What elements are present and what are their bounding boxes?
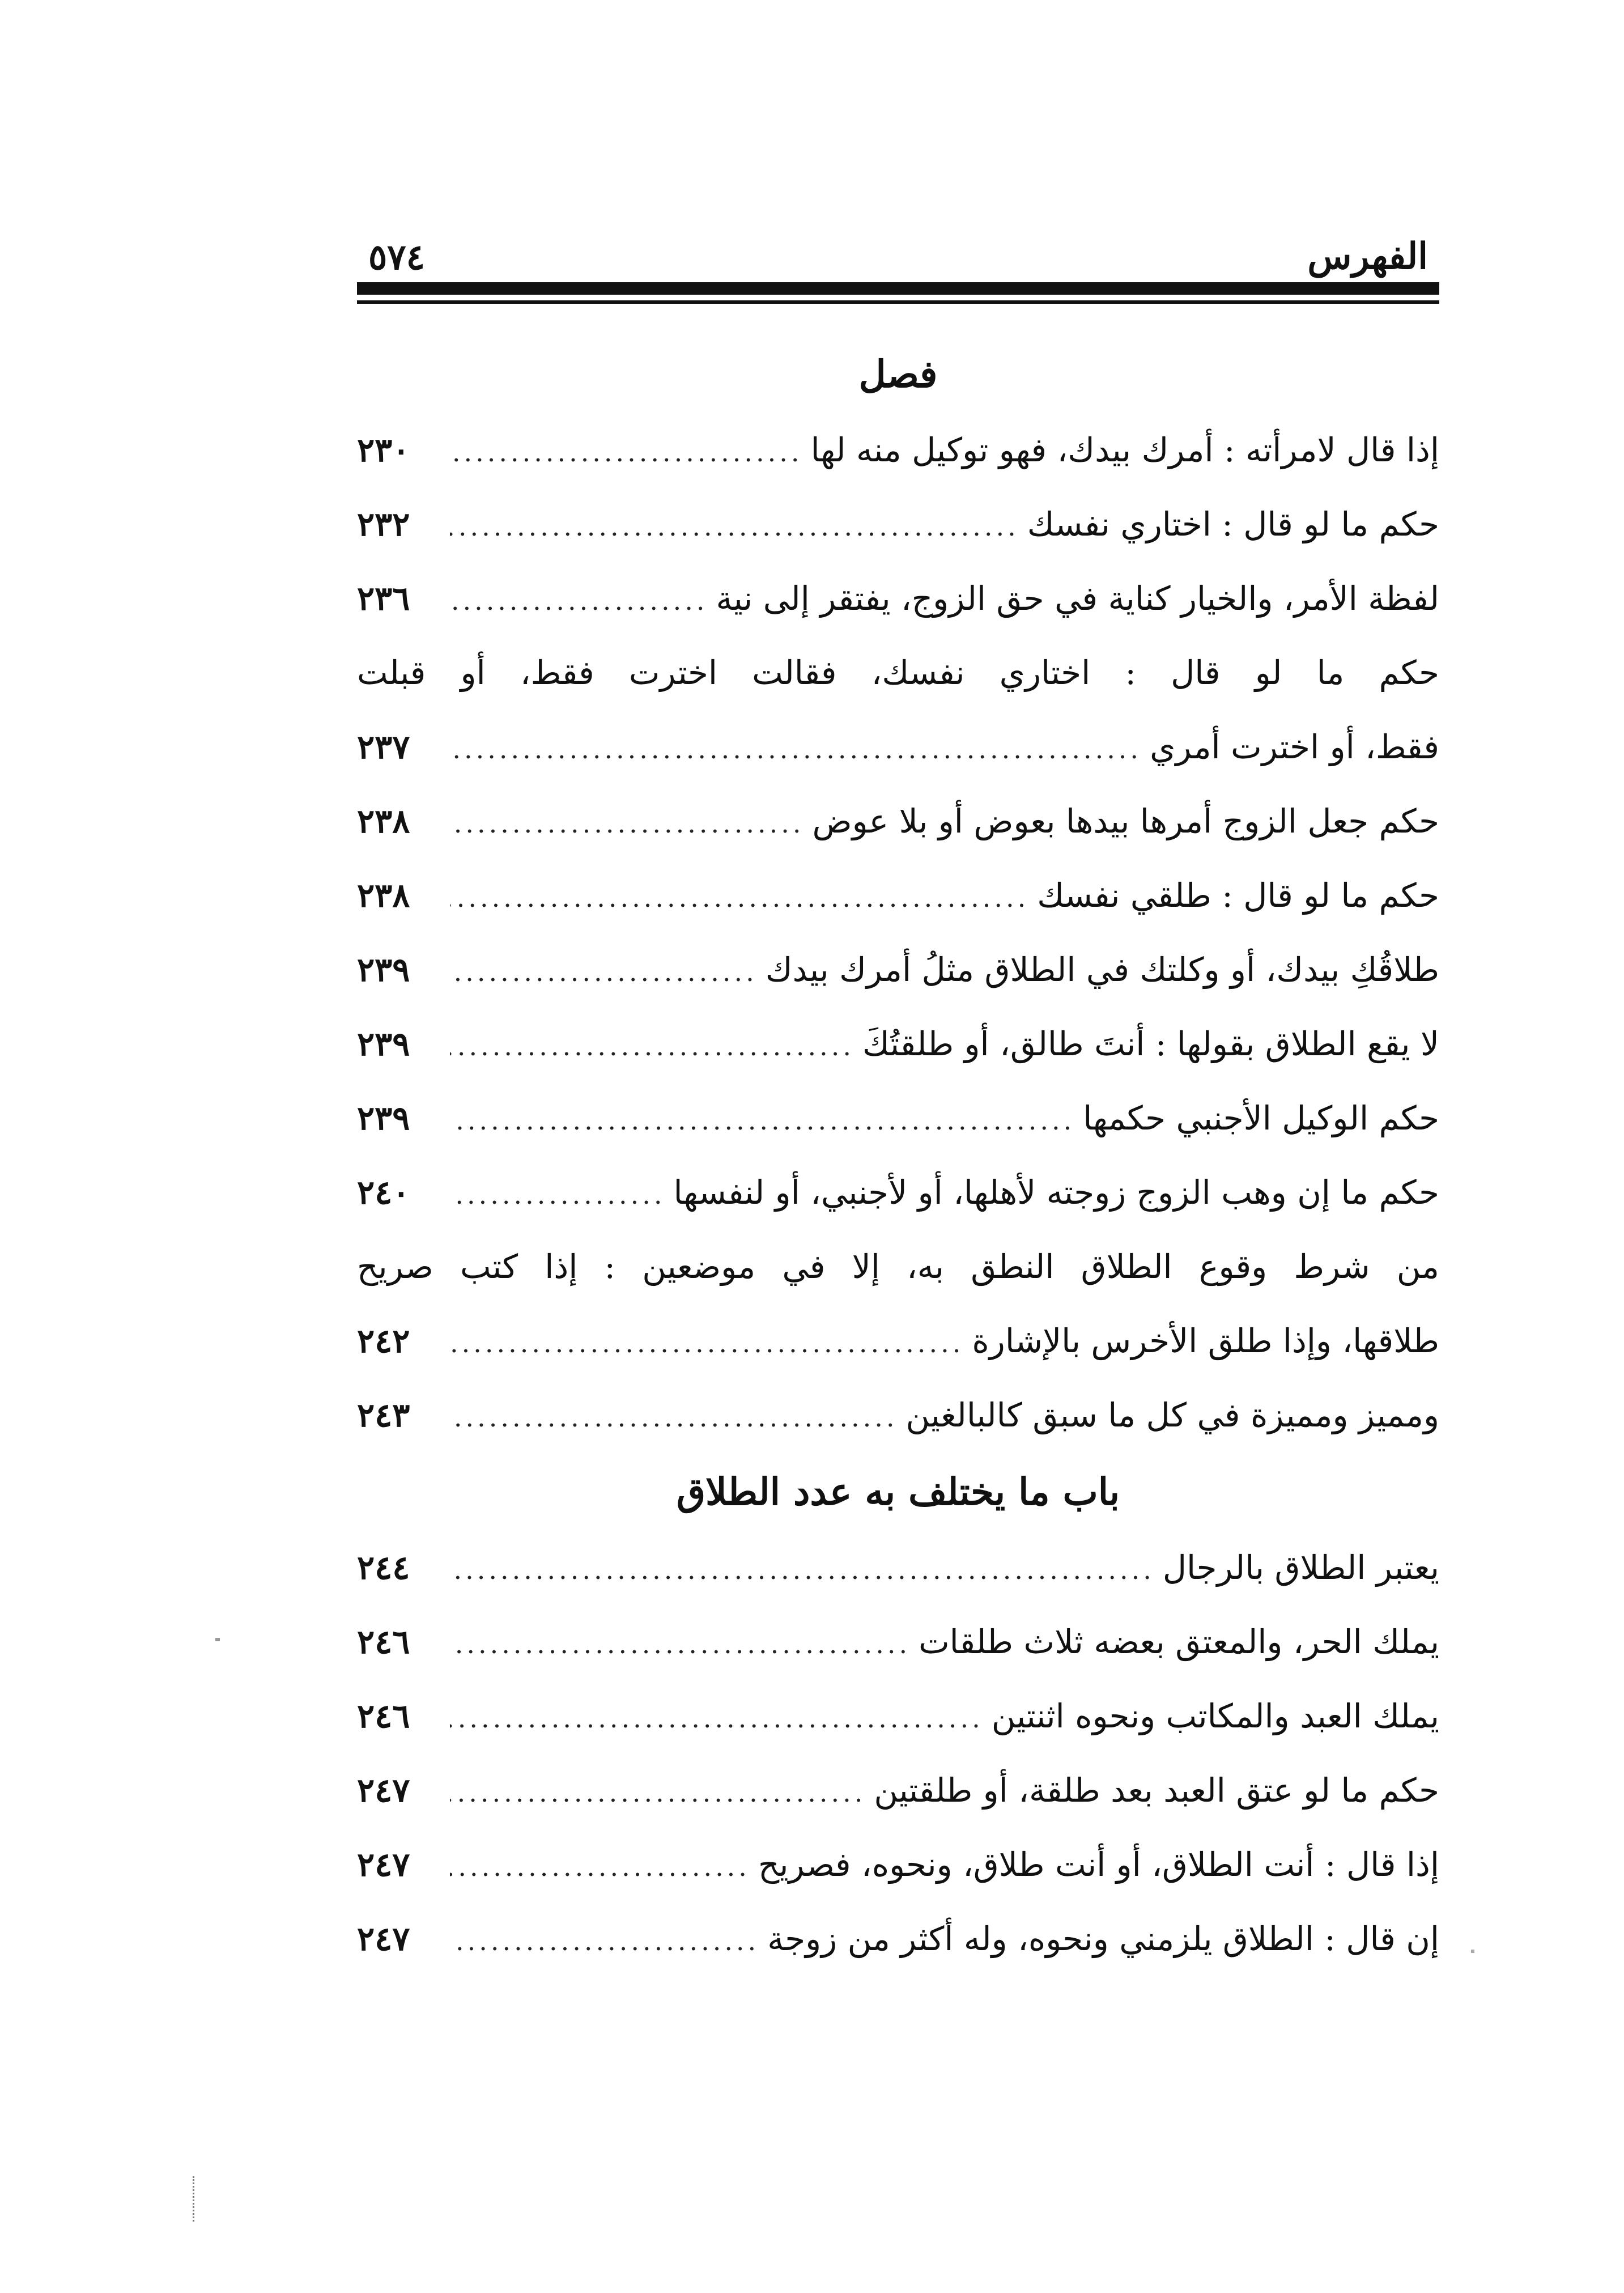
index-entry [357,413,1439,487]
index-entry [357,1081,1439,1156]
dot-leader [450,1306,964,1381]
index-entry [357,1304,1439,1378]
entry-page-number: ٢٣٢ [357,505,410,543]
dot-leader [450,1681,984,1756]
index-page [357,224,1439,1976]
dot-leader [450,490,1019,564]
scan-speck [1471,1950,1474,1953]
dot-leader [450,1756,866,1830]
section-heading: فصل [858,352,938,396]
entry-text: ومميز ومميزة في كل ما سبق كالبالغين [905,1396,1439,1434]
scan-edge-mark [193,2176,197,2222]
entry-text: فقط، أو اخترت أمري [1150,728,1439,766]
entry-text: يملك الحر، والمعتق بعضه ثلاث طلقات [919,1623,1439,1661]
dot-leader [450,712,1142,787]
entry-page-number: ٢٣٩ [357,1099,410,1137]
index-entries [357,335,1439,1976]
page-header [357,224,1439,278]
dot-leader [450,861,1029,935]
scan-speck [215,1638,220,1641]
entry-text: حكم ما إن وهب الزوج زوجته لأهلها، أو لأجنبي، أو لنفسها [673,1173,1439,1212]
index-entry [357,1605,1439,1679]
index-entry [357,933,1439,1007]
index-entry [357,710,1439,784]
entry-page-number: ٢٣٨ [357,802,410,840]
page-title: الفهرس [1307,235,1428,278]
entry-page-number: ٢٤٧ [357,1845,410,1884]
index-entry [357,1531,1439,1605]
entry-page-number: ٢٣٧ [357,728,410,766]
dot-leader [450,1533,1155,1607]
dot-leader [450,935,758,1009]
dot-leader [450,1158,666,1232]
entry-page-number: ٢٤٦ [357,1697,410,1735]
index-entry [357,784,1439,859]
entry-text: حكم ما لو قال : اختاري نفسك [1027,505,1439,543]
header-rule-thin [357,300,1439,304]
index-entry [357,1007,1439,1081]
index-entry [357,1753,1439,1828]
index-entry [357,859,1439,933]
dot-leader [450,1830,750,1904]
index-entry [357,487,1439,562]
index-entry [357,1828,1439,1902]
entry-page-number: ٢٤٦ [357,1623,410,1661]
entry-text: حكم ما لو عتق العبد بعد طلقة، أو طلقتين [874,1771,1439,1810]
entry-page-number: ٢٤٢ [357,1322,410,1360]
entry-text: حكم ما لو قال : اختاري نفسك، فقالت اخترت فقط، أو قبلت [357,653,1439,692]
entry-page-number: ٢٤٧ [357,1920,410,1958]
index-entry [357,1156,1439,1230]
entry-text: طلاقُكِ بيدك، أو وكلتك في الطلاق مثلُ أمرك بيدك [765,950,1439,989]
entry-page-number: ٢٤٤ [357,1548,410,1587]
entry-text: حكم جعل الزوج أمرها بيدها بعوض أو بلا عوض [812,802,1439,840]
entry-page-number: ٢٣٩ [357,1025,410,1063]
dot-leader [450,1084,1075,1158]
entry-page-number: ٢٣٦ [357,579,410,618]
entry-page-number: ٢٤٠ [357,1173,410,1212]
entry-text: لا يقع الطلاق بقولها : أنتَ طالق، أو طلقتُكَ [862,1025,1439,1063]
entry-text: حكم الوكيل الأجنبي حكمها [1083,1099,1439,1137]
entry-page-number: ٢٣٩ [357,950,410,989]
entry-text: يملك العبد والمكاتب ونحوه اثنتين [991,1697,1439,1735]
section-heading: باب ما يختلف به عدد الطلاق [676,1470,1120,1514]
dot-leader [450,1009,854,1084]
entry-text: طلاقها، وإذا طلق الأخرس بالإشارة [972,1322,1439,1360]
entry-page-number: ٢٣٨ [357,876,410,915]
entry-text: من شرط وقوع الطلاق النطق به، إلا في موضعين : إذا كتب صريح [357,1247,1439,1286]
entry-page-number: ٢٤٧ [357,1771,410,1810]
page-number: ٥٧٤ [368,236,425,278]
index-entry [357,636,1439,710]
index-entry [357,1902,1439,1976]
index-entry [357,562,1439,636]
header-rule-thick [357,282,1439,295]
entry-text: لفظة الأمر، والخيار كناية في حق الزوج، يفتقر إلى نية [716,579,1439,618]
entry-text: إذا قال : أنت الطلاق، أو أنت طلاق، ونحوه، فصريح [758,1845,1439,1884]
dot-leader [450,564,708,638]
dot-leader [450,1607,911,1681]
index-entry [357,1378,1439,1453]
entry-text: حكم ما لو قال : طلقي نفسك [1037,876,1439,915]
index-entry [357,1679,1439,1753]
index-entry [357,1230,1439,1304]
entry-text: إن قال : الطلاق يلزمني ونحوه، وله أكثر من زوجة [767,1920,1439,1958]
entry-page-number: ٢٣٠ [357,431,410,469]
dot-leader [450,1904,759,1978]
entry-text: إذا قال لامرأته : أمرك بيدك، فهو توكيل منه لها [810,431,1439,469]
dot-leader [450,787,804,861]
dot-leader [450,1381,898,1455]
entry-page-number: ٢٤٣ [357,1396,410,1434]
dot-leader [450,415,803,490]
entry-text: يعتبر الطلاق بالرجال [1162,1548,1439,1587]
